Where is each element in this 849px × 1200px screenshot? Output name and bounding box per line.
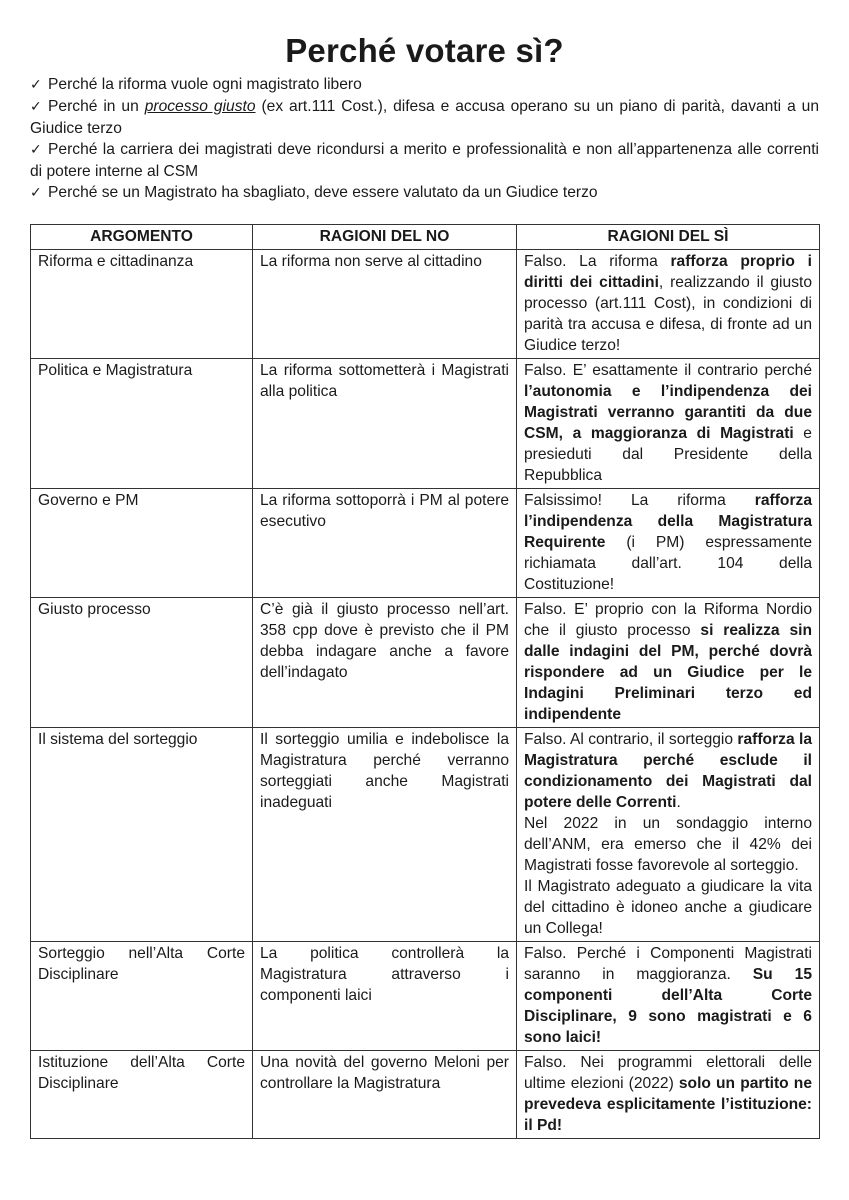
cell-ragioni-si [517,598,820,728]
text-run: Perché la carriera dei magistrati deve ricondursi a merito e professionalità e non all’appartenenza alle correnti di potere interne al CSM [30,141,819,180]
reason-text [48,184,598,201]
text-run: Il Magistrato adeguato a giudicare la vita del cittadino è idoneo anche a giudicare un Collega! [524,878,812,937]
text-run: . [676,794,681,811]
reason-item [30,182,819,204]
bold-text: rafforza proprio i diritti dei cittadini [524,253,812,291]
reason-text [30,98,819,137]
cell-ragioni-si [517,250,820,359]
reason-text [30,141,819,180]
table-row [31,489,820,598]
cell-argomento: Il sistema del sorteggio [31,728,253,942]
table-row [31,359,820,489]
text-run: Nel 2022 in un sondaggio interno dell’ANM, era emerso che il 42% dei Magistrati fosse favorevole al sorteggio. [524,815,812,874]
text-run: Perché in un [48,98,145,115]
checkmark-icon: ✓ [30,99,42,115]
cell-ragioni-si [517,728,820,942]
text-run: , realizzando il giusto processo (art.111 Cost), in condizioni di parità tra accusa e difesa, di fronte ad un Giudice terzo! [524,274,812,354]
reason-item [30,74,819,96]
paragraph [524,1052,812,1136]
cell-ragioni-no: La politica controllerà la Magistratura attraverso i componenti laici [253,942,517,1051]
text-run: Falso. E’ proprio con la Riforma Nordio che il giusto processo [524,601,812,639]
cell-ragioni-no: Una novità del governo Meloni per controllare la Magistratura [253,1051,517,1139]
checkmark-icon: ✓ [30,142,42,158]
paragraph [524,360,812,486]
text-run: Falsissimo! La riforma [524,492,755,509]
header-ragioni-si: RAGIONI DEL SÌ [517,225,820,250]
cell-argomento: Istituzione dell’Alta Corte Disciplinare [31,1051,253,1139]
text-run: e presieduti dal Presidente della Repubblica [524,425,812,484]
paragraph [524,943,812,1048]
text-run: Falso. Nei programmi elettorali delle ultime elezioni (2022) [524,1054,812,1092]
text-run: Falso. E’ esattamente il contrario perché [524,362,812,379]
cell-ragioni-si [517,1051,820,1139]
table-row [31,728,820,942]
text-run: Falso. La riforma [524,253,671,270]
comparison-table [30,224,820,1139]
text-run: Falso. Perché i Componenti Magistrati saranno in maggioranza. [524,945,812,983]
page-title: Perché votare sì? [285,32,564,69]
text-run: (ex art.111 Cost.), difesa e accusa operano su un piano di parità, davanti a un Giudice terzo [30,98,820,137]
cell-argomento: Sorteggio nell’Alta Corte Disciplinare [31,942,253,1051]
header-ragioni-no: RAGIONI DEL NO [253,225,517,250]
reason-item [30,96,819,139]
cell-argomento: Governo e PM [31,489,253,598]
emphasis-text: processo giusto [144,98,256,115]
bold-text: l’autonomia e l’indipendenza dei Magistrati verranno garantiti da due CSM, a maggioranza di Magistrati [524,383,812,442]
table-row [31,250,820,359]
bold-text: solo un partito ne prevedeva esplicitamente l’istituzione: il Pd! [524,1075,812,1134]
cell-ragioni-no: La riforma sottoporrà i PM al potere esecutivo [253,489,517,598]
cell-argomento: Politica e Magistratura [31,359,253,489]
paragraph [524,729,812,813]
cell-ragioni-no: La riforma sottometterà i Magistrati alla politica [253,359,517,489]
text-run: Perché la riforma vuole ogni magistrato libero [48,76,362,93]
bold-text: si realizza sin dalle indagini del PM, perché dovrà rispondere ad un Giudice per le Indagini Preliminari terzo ed indipendente [524,622,812,723]
bold-text: rafforza l’indipendenza della Magistratura Requirente [524,492,812,551]
table-row [31,1051,820,1139]
bold-text: rafforza la Magistratura perché esclude il condizionamento dei Magistrati dal potere delle Correnti [524,731,812,811]
cell-ragioni-si [517,359,820,489]
table-row [31,942,820,1051]
text-run: Falso. Al contrario, il sorteggio [524,731,738,748]
paragraph [524,599,812,725]
reason-item [30,139,819,182]
cell-ragioni-no: C’è già il giusto processo nell’art. 358 cpp dove è previsto che il PM debba indagare anche a favore dell’indagato [253,598,517,728]
paragraph [524,251,812,356]
table-row [31,598,820,728]
bold-text: Su 15 componenti dell’Alta Corte Disciplinare, 9 sono magistrati e 6 sono laici! [524,966,812,1046]
paragraph [524,813,812,876]
cell-ragioni-si [517,489,820,598]
cell-ragioni-no: La riforma non serve al cittadino [253,250,517,359]
reasons-list [30,74,819,204]
checkmark-icon: ✓ [30,185,42,201]
cell-argomento: Giusto processo [31,598,253,728]
table-header-row [31,225,820,250]
cell-ragioni-si [517,942,820,1051]
text-run: (i PM) espressamente richiamata dall’art. 104 della Costituzione! [524,534,812,593]
paragraph [524,876,812,939]
text-run: Perché se un Magistrato ha sbagliato, deve essere valutato da un Giudice terzo [48,184,598,201]
cell-ragioni-no: Il sorteggio umilia e indebolisce la Magistratura perché verranno sorteggiati anche Magistrati inadeguati [253,728,517,942]
cell-argomento: Riforma e cittadinanza [31,250,253,359]
paragraph [524,490,812,595]
reason-text [48,76,362,93]
header-argomento: ARGOMENTO [31,225,253,250]
checkmark-icon: ✓ [30,77,42,93]
